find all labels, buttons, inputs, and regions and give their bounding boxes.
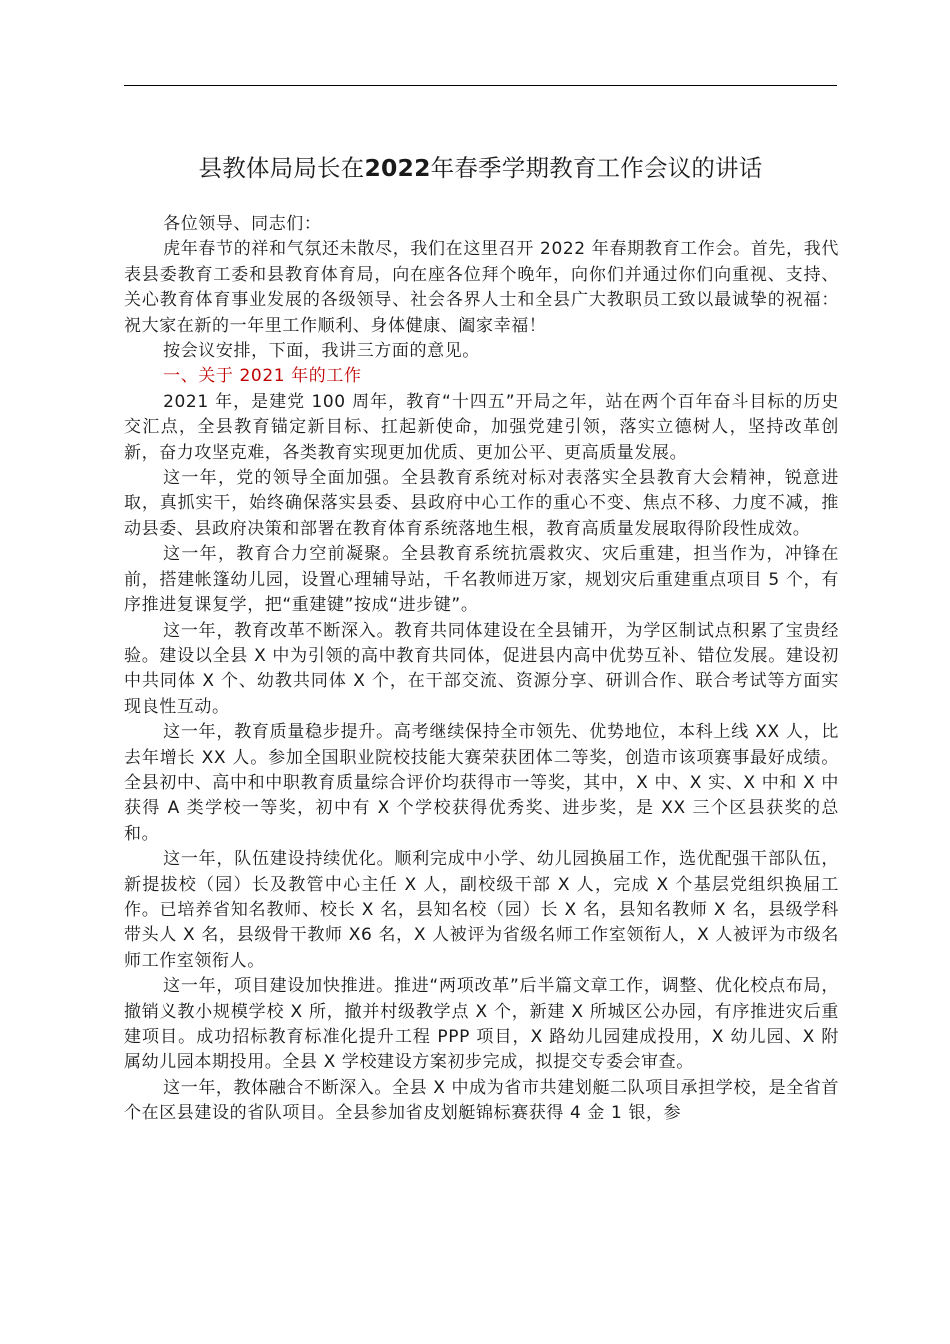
paragraph-team-building: 这一年，队伍建设持续优化。顺利完成中小学、幼儿园换届工作，选优配强干部队伍，新提拔校（园）长及教管中心主任 X 人，副校级干部 X 人，完成 X 个基层党组织换届工作。已培养省知名教师、校长 X 名，县知名校（园）长 X 名，县知名教师 X 名，县级学科带头人 X 名，县级骨干教师 X6 名，X 人被评为省级名师工作室领衔人，X 人被评为市级名师工作室领衔人。 (124, 849, 839, 971)
paragraph-reform: 这一年，教育改革不断深入。教育共同体建设在全县铺开，为学区制试点积累了宝贵经验。建设以全县 X 中为引领的高中教育共同体，促进县内高中优势互补、错位发展。建设初中共同体 X 个、幼教共同体 X 个，在干部交流、资源分享、研训合作、联合考试等方面实现良性互动。 (124, 620, 839, 717)
paragraph-projects: 这一年，项目建设加快推进。推进“两项改革”后半篇文章工作，调整、优化校点布局，撤销义教小规模学校 X 所，撤并村级教学点 X 个，新建 X 所城区公办园，有序推进灾后重建项目。成功招标教育标准化提升工程 PPP 项目，X 路幼儿园建成投用，X 幼儿园、X 附属幼儿园本期投用。全县 X 学校建设方案初步完成，拟提交专委会审查。 (124, 976, 839, 1073)
title-suffix: 年春季学期教育工作会议的讲话 (430, 154, 763, 182)
paragraph-quality: 这一年，教育质量稳步提升。高考继续保持全市领先、优势地位，本科上线 XX 人，比去年增长 XX 人。参加全国职业院校技能大赛荣获团体二等奖，创造市该项赛事最好成绩。全县初中、高中和中职教育质量综合评价均获得市一等奖，其中，X 中、X 实、X 中和 X 中获得 A 类学校一等奖，初中有 X 个学校获得优秀奖、进步奖，是 XX 三个区县获奖的总和。 (124, 722, 839, 844)
paragraph-overview: 2021 年，是建党 100 周年，教育“十四五”开局之年，站在两个百年奋斗目标的历史交汇点，全县教育锚定新目标、扛起新使命，加强党建引领，落实立德树人，坚持改革创新，奋力攻坚克难，各类教育实现更加优质、更加公平、更高质量发展。 (124, 391, 839, 463)
title-year: 2022 (364, 154, 431, 182)
salutation: 各位领导、同志们： (163, 214, 322, 234)
section-heading: 一、关于 2021 年的工作 (163, 366, 362, 387)
paragraph-opening: 虎年春节的祥和气氛还未散尽，我们在这里召开 2022 年春期教育工作会。首先，我代表县委教育工委和县教育体育局，向在座各位拜个晚年，向你们并通过你们向重视、支持、关心教育体育事业发展的各级领导、社会各界人士和全县广大教职员工致以最诚挚的祝福：祝大家在新的一年里工作顺利、身体健康、阖家幸福！ (124, 239, 839, 336)
title-prefix: 县教体局局长在 (198, 154, 365, 182)
paragraph-party-leadership: 这一年，党的领导全面加强。全县教育系统对标对表落实全县教育大会精神，锐意进取，真抓实干，始终确保落实县委、县政府中心工作的重心不变、焦点不移、力度不减，推动县委、县政府决策和部署在教育体育系统落地生根，教育高质量发展取得阶段性成效。 (124, 468, 839, 539)
paragraph-cohesion: 这一年，教育合力空前凝聚。全县教育系统抗震救灾、灾后重建，担当作为，冲锋在前，搭建帐篷幼儿园，设置心理辅导站，千名教师进万家，规划灾后重建重点项目 5 个，有序推进复课复学，把“重建键”按成“进步键”。 (124, 544, 839, 616)
paragraph-sports-integration: 这一年，教体融合不断深入。全县 X 中成为省市共建划艇二队项目承担学校，是全省首个在区县建设的省队项目。全县参加省皮划艇锦标赛获得 4 金 1 银，参 (124, 1077, 839, 1124)
paragraph-outline: 按会议安排，下面，我讲三方面的意见。 (163, 341, 480, 362)
header-rule (124, 85, 837, 86)
document-title (124, 148, 837, 188)
document-body (124, 212, 839, 1127)
